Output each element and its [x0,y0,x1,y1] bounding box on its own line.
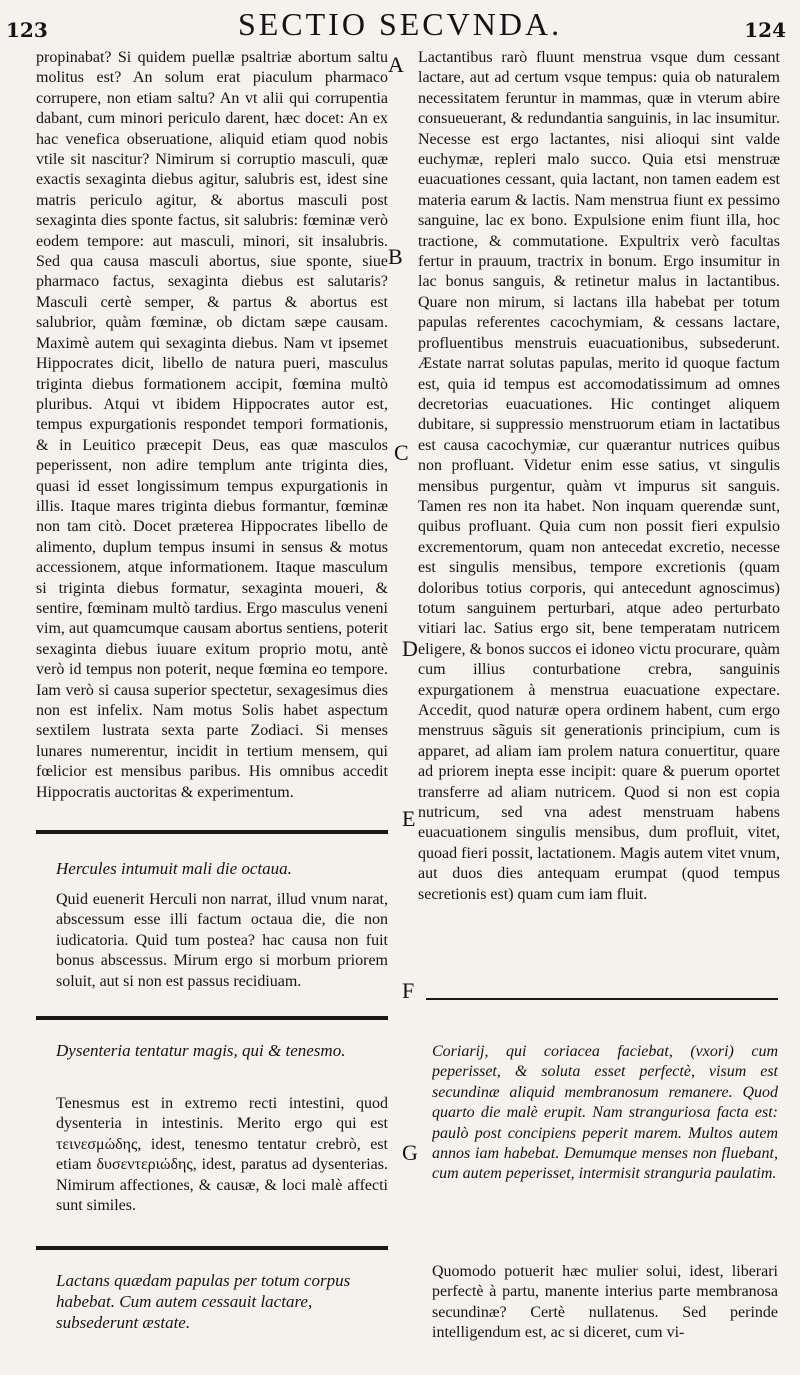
section-text: Tenesmus est in extremo recti intestini, quod dysenteria in intestinis. Merito ergo qui est τεινεσμώδης, idest, tenesmo tentatur crebrò, est etiam δυσεντεριώδης, idest, paratus ad dysenterias. Nimirum affectiones, & causæ, & loci malè affecti sunt similes. [56,1095,388,1215]
section-heading: Hercules intumuit mali die octaua. [56,859,292,878]
running-head-title: SECTIO SECVNDA. [237,6,563,42]
paragraph-quomodo [432,1262,778,1368]
section-heading: Lactans quædam papulas per totum corpus habebat. Cum autem cessauit lactare, subsederunt æstate. [56,1271,351,1332]
section-text: Quomodo potuerit hæc mulier solui, idest, liberari perfectè à partu, manente interius parte membranosa secundinæ? Certè nullatenus. Sed perinde intelligendum est, ac si diceret, cum vi- [432,1263,778,1342]
section-heading: Dysenteria tentatur magis, qui & tenesmo. [56,1041,346,1060]
margin-letter-e: E [402,806,416,831]
right-column-main [418,48,780,986]
margin-letter-a: A [388,52,404,77]
right-main-text: Lactantibus rarò fluunt menstrua vsque dum cessant lactare, aut ad certum vsque tempus: quia ob naturalem necessitatem feruntur in mammas, quæ in vterum abire consueuerant, & redundantia sanguinis, in lac insumitur. Necesse est ergo lactantes, nisi alioqui sint valde euchymæ, repleri malo succo. Quia etsi menstruæ euacuationes cessant, quia lactant, non tamen eadem est materia earum & lactis. Nam menstrua fiunt ex pessimo sanguine, lac ex bono. Expulsione enim fiunt illa, hoc tractione, & commutatione. Expultrix verò facultas fertur in prauum, tractrix in bonum. Ergo insumitur in lac bonus sanguis, & retinetur malus in lactantibus. Quare non mirum, si lactans illa habebat per totum papulas referentes cacochymiam, & cessans lactare, profluentibus menstruis euacuationibus, subsederunt. Æstate narrat solutas papulas, merito id quoque factum est, quia id tempus est accomodatissimum ad omnes decretorias euacuationes. Hic continget aliquem dubitare, si suppressio menstruorum etiam in lactatibus est causa cacochymiæ, cur quærantur nutrices quibus non profluant. Videtur enim esse satius, vt singulis mensibus purgentur, quàm vt impurus sit sanguis. Tamen res non ita habet. Non inquam querendæ sunt, quibus profluant. Quia cum non possit fieri expulsio excrementorum, quam non antecedat excretio, necesse est singulis mensibus, tempore excretionis (quam doloribus totius corporis, qui antecedunt agnoscimus) totum sanguinem perturbari, atque adeo perturbato vitiari lac. Satius ergo sit, bene temperatam nutricem eligere, & bonos succos ei idoneo victu procurare, quàm cum illius conturbatione crebra, sanguinis expurgationem à menstrua euacuatione expectare. Accedit, quod naturæ opera ordinem habent, cum ergo menstruus sãguis sit generationis principium, cum is apparet, ad aliam iam prolem natura conuertitur, quare ad priorem inepta esse incipit: quare & puerum oportet transferre ad aliam nutricem. Quod si non est copia nutricum, sed vna adest menstruam habens euacuationem singulis mensibus, dum profluit, vitet, quoad fieri possit, lactationem. Magis autem vitet vnum, aut duos dies antequam erumpat (quod tempus secretionis est) quam cum iam fluit. [418,49,780,903]
section-text: Quid euenerit Herculi non narrat, illud vnum narat, abscessum esse illi factum octaua die, die non iudicatoria. Quid tum postea? hac causa non fuit bonus abscessus. Mirum ergo si morbum priorem soluit, aut si non est passus recidiuam. [56,891,388,990]
page-number-right: 124 [744,18,786,42]
page-header [0,4,800,48]
paragraph-coriarij [432,1042,778,1252]
margin-letter-f: F [402,978,415,1003]
margin-letter-b: B [388,244,403,269]
section-divider [36,1016,388,1020]
section-text-italic: Coriarij, qui coriacea faciebat, (vxori) cum peperisset, & soluta esset perfectè, visum est secundinæ aliquid membranosum remanere. Quod quarto die malè erupit. Nam stranguriosa facta est: paulò post concipiens peperit marem. Multos autem annos iam habebat. Demumque menses non fluebant, cum autem peperisset, intermisit stranguria paulatim. [432,1043,778,1183]
heading-dysenteria [56,1040,388,1061]
heading-lactans [56,1270,388,1333]
section-divider [36,1246,388,1250]
margin-letter-c: C [394,440,409,465]
section-divider [36,830,388,834]
heading-hercules [56,858,388,879]
left-main-text: propinabat? Si quidem puellæ psaltriæ abortum saltu molitus est? An solum erat piaculum pharmaco corrupere, non etiam saltu? An vt alii qui corrupentia dabant, cum minori periculo darent, hæc docet: An ex hac venefica obseruatione, aliquid etiam quod nobis vtile sit nascitur? Nimirum si corruptio masculi, quæ exactis sexaginta diebus agitur, salubris est, idest sine matris periculo agitur, & abortus masculi post sexaginta dies sponte factus, sit salubris: fœminæ verò eodem tempore: aut masculi, minori, sit insalubris. Sed qua causa masculi abortus, siue sponte, siue pharmaco factus, sexaginta diebus est salutaris? Masculi certè semper, & partus & abortus est salubrior, quàm fœminæ, ob dictam sæpe causam. Maximè autem qui sexaginta diebus. Nam vt ipsemet Hippocrates dicit, libello de natura pueri, masculus triginta diebus formationem accipit, fœmina multò pluribus. Atqui vt ibidem Hippocrates autor est, tempus expurgationis respondet tempori formationis, & in Leuitico præcepit Deus, eas quæ masculos peperissent, non adire templum ante triginta dies, quasi id esset longissimum tempus expurgationis in illis. Itaque mares triginta diebus formantur, fœminæ non tam citò. Docet præterea Hippocrates libello de alimento, duplum tempus insumi in sensus & motus accessionem, atque informationem. Itaque masculum si triginta diebus formatur, sexaginta moueri, & sentire, fœminam multò tardius. Ergo masculus veneni vim, aut quamcumque causam abortus sentiens, poterit sexaginta diebus iuuare exitum proprio motu, antè verò id tempus non poterit, neque fœmina eo tempore. Iam verò si causa superior spectetur, sexagesimus dies non est infelix. Nam motus Solis habet aspectum sextilem lustrata sexta parte Zodiaci. Si menses lunares numerentur, incidit in tertium mensem, qui fœlicior est mensibus paribus. His omnibus accedit Hippocratis auctoritas & experimentum. [36,49,388,801]
margin-letter-g: G [402,1140,418,1165]
left-column-main [36,48,388,808]
margin-letter-d: D [402,636,418,661]
page-number-left: 123 [6,18,48,42]
section-divider [426,998,778,1000]
paragraph-dysenteria [56,1094,388,1222]
paragraph-hercules [56,890,388,1016]
